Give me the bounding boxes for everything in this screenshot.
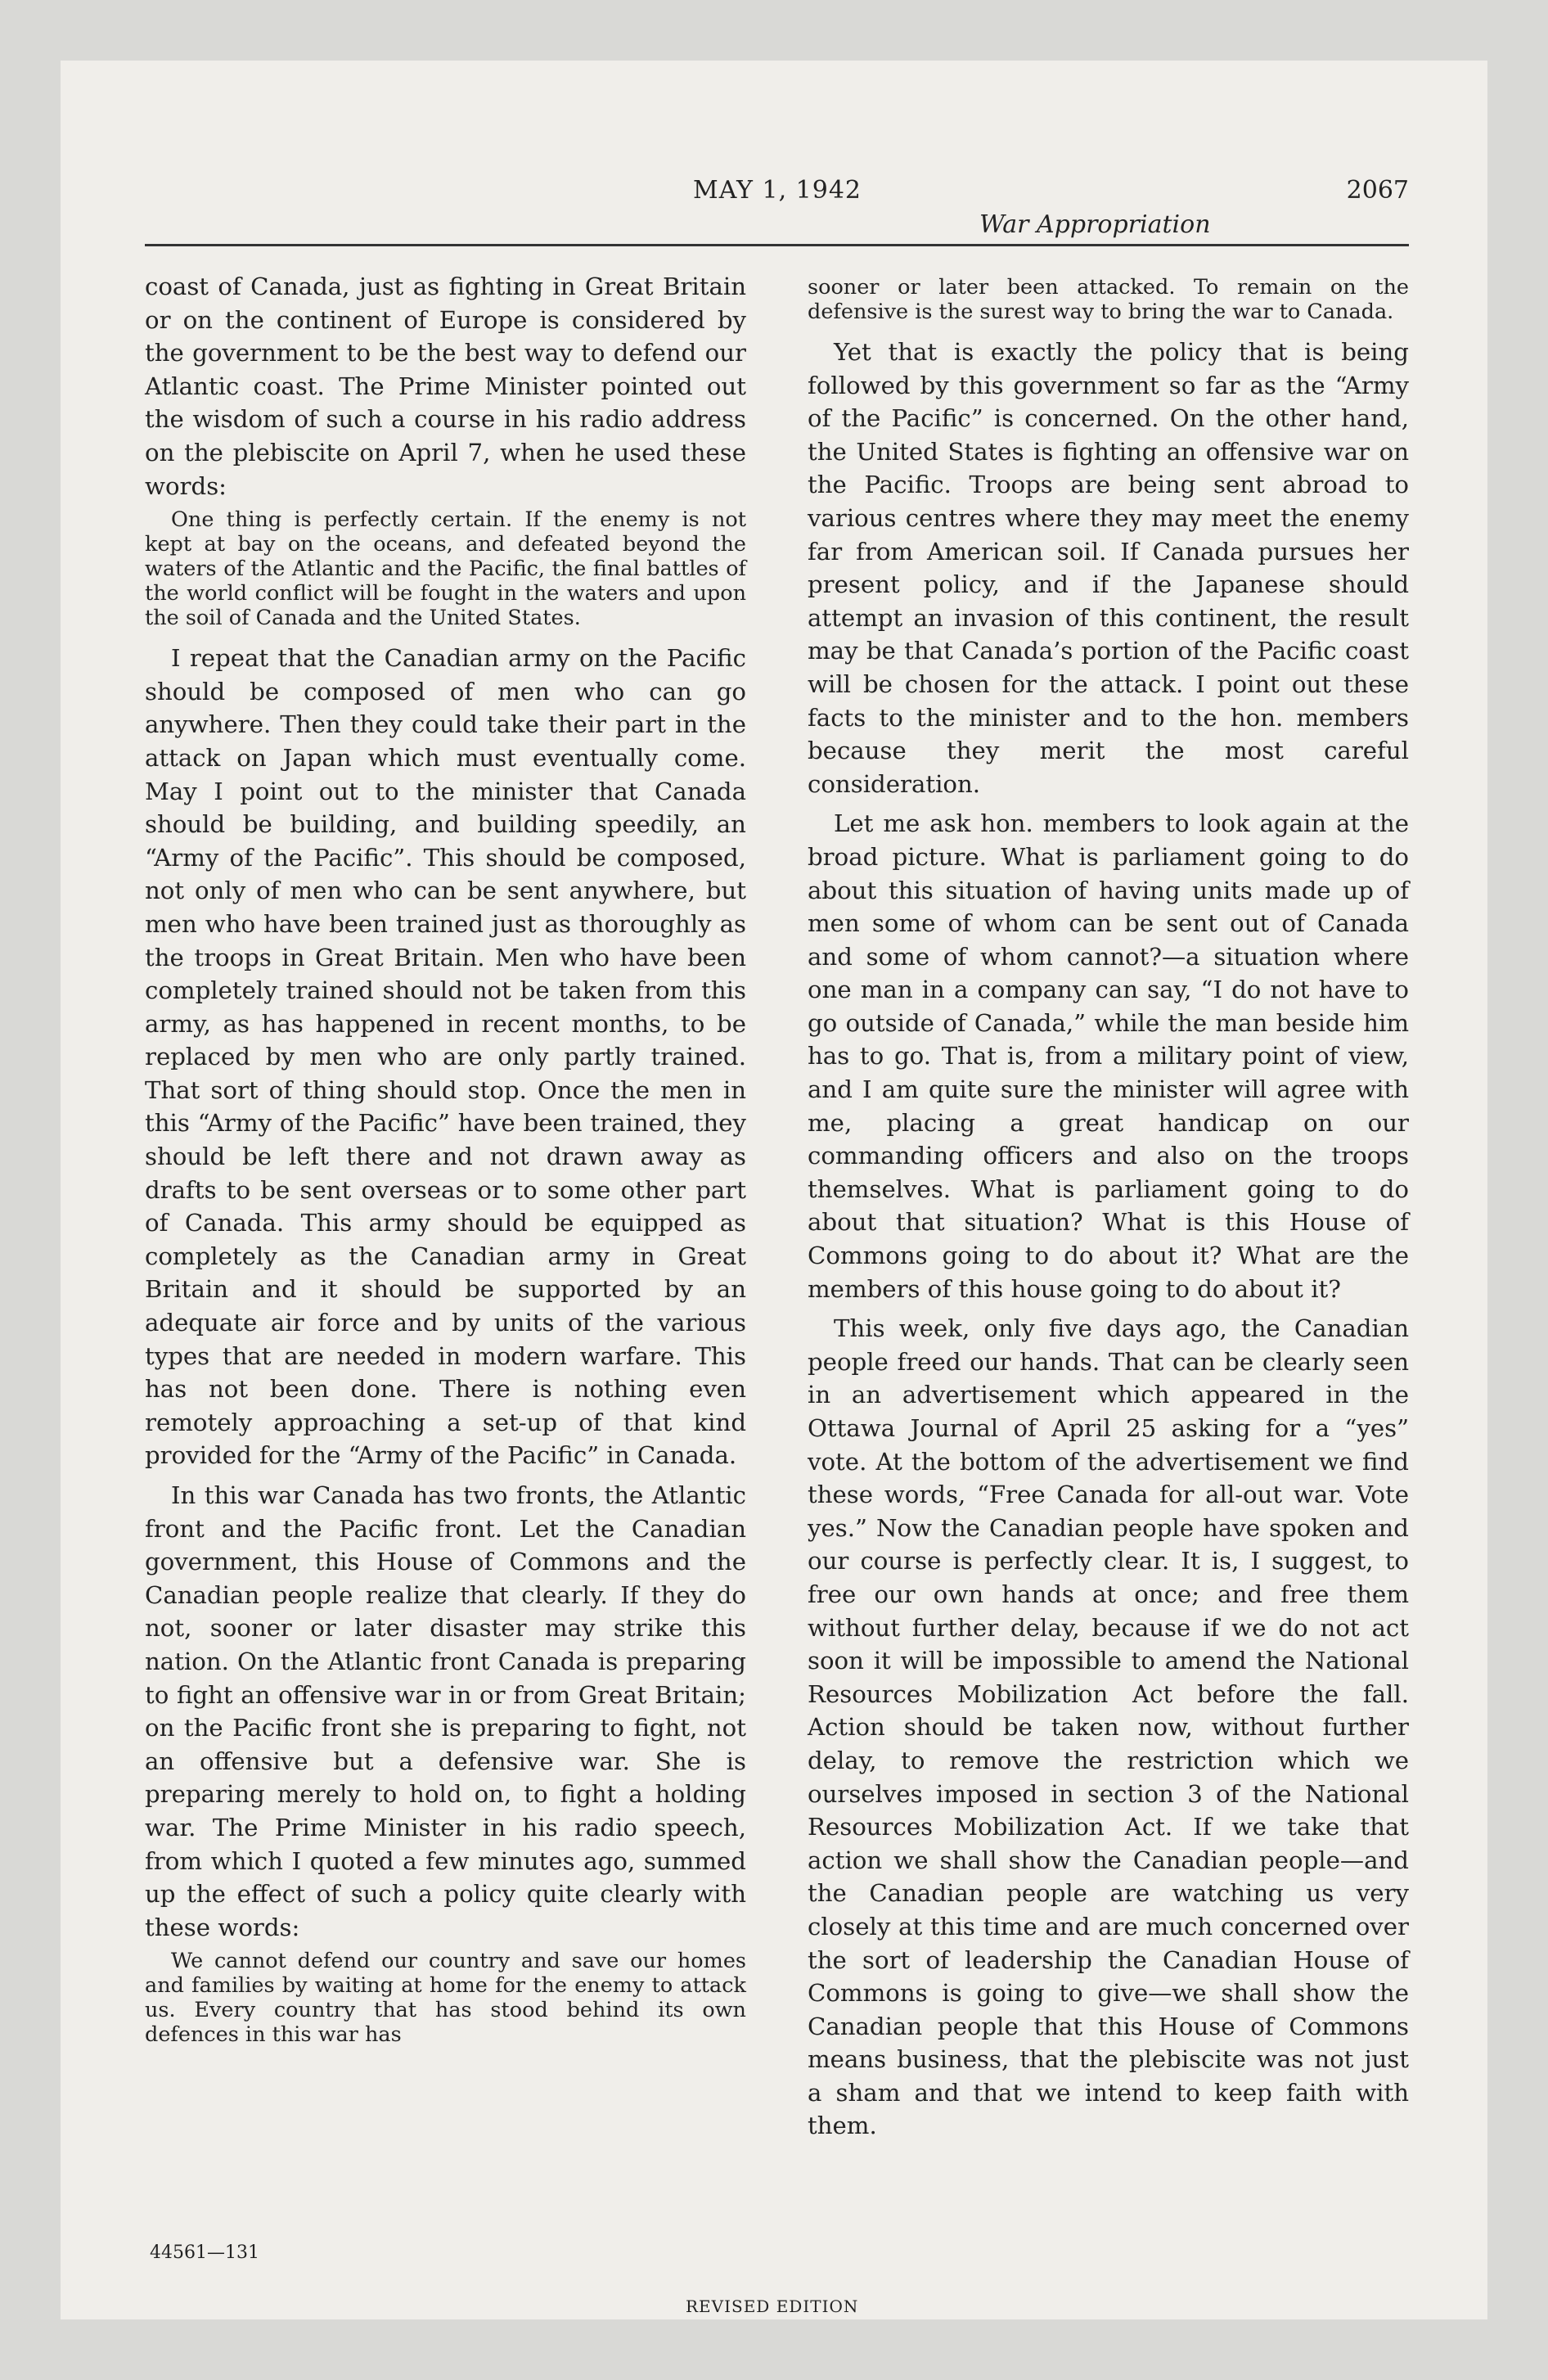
edition-label: REVISED EDITION bbox=[686, 2297, 859, 2316]
paragraph: Let me ask hon. members to look again at the broad picture. What is parliament going to do about this situation of having units made up of men some of whom can be sent out of Canada and some of whom cannot?—a situation where one man in a company can say, “I do not have to go outside of Canada,” while the man beside him has to go. That is, from a military point of view, and I am quite sure the minister will agree with me, placing a great handicap on our commanding officers and also on the troops themselves. What is parliament going to do about that situation? What is this House of Commons going to do about it? What are the members of this house going to do about it? bbox=[808, 809, 1409, 1303]
right-column bbox=[808, 270, 1409, 2143]
quoted-passage: sooner or later been attacked. To remain on the defensive is the surest way to bring the war to Canada. bbox=[808, 275, 1409, 324]
section-title: War Appropriation bbox=[979, 210, 1211, 239]
quoted-passage: We cannot defend our country and save our homes and families by waiting at home for the enemy to attack us. Every country that has stood behind its own defences in this war has bbox=[145, 1949, 746, 2048]
paragraph: I repeat that the Canadian army on the Pacific should be composed of men who can go anywhere. Then they could take their part in the attack on Japan which must eventually come. May I point out to the minister that Canada should be building, and building speedily, an “Army of the Pacific”. This should be composed, not only of men who can be sent anywhere, but men who have been trained just as thoroughly as the troops in Great Britain. Men who have been completely trained should not be taken from this army, as has happened in recent months, to be replaced by men who are only partly trained. That sort of thing should stop. Once the men in this “Army of the Pacific” have been trained, they should be left there and not drawn away as drafts to be sent overseas or to some other part of Canada. This army should be equipped as completely as the Canadian army in Great Britain and it should be supported by an adequate air force and by units of the various types that are needed in modern warfare. This has not been done. There is nothing even remotely approaching a set-up of that kind provided for the “Army of the Pacific” in Canada. bbox=[145, 644, 746, 1470]
paragraph: In this war Canada has two fronts, the Atlantic front and the Pacific front. Let the Canadian government, this House of Commons and the Canadian people realize that clearly. If they do not, sooner or later disaster may strike this nation. On the Atlantic front Canada is preparing to fight an offensive war in or from Great Britain; on the Pacific front she is preparing to fight, not an offensive but a defensive war. She is preparing merely to hold on, to fight a holding war. The Prime Minister in his radio speech, from which I quoted a few minutes ago, summed up the effect of such a policy quite clearly with these words: bbox=[145, 1481, 746, 1941]
header-rule bbox=[145, 244, 1409, 246]
print-code: 44561—131 bbox=[150, 2243, 259, 2263]
paragraph: This week, only five days ago, the Canadian people freed our hands. That can be clearly seen in an advertisement which appeared in the Ottawa Journal of April 25 asking for a “yes” vote. At the bottom of the advertisement we find these words, “Free Canada for all-out war. Vote yes.” Now the Canadian people have spoken and our course is perfectly clear. It is, I suggest, to free our own hands at once; and free them without further delay, because if we do not act soon it will be impossible to amend the National Resources Mobilization Act before the fall. Action should be taken now, without further delay, to remove the restriction which we ourselves imposed in section 3 of the National Resources Mobilization Act. If we take that action we shall show the Canadian people—and the Canadian people are watching us very closely at this time and are much concerned over the sort of leadership the Canadian House of Commons is going to give—we shall show the Canadian people that this House of Commons means business, that the plebiscite was not just a sham and that we intend to keep faith with them. bbox=[808, 1314, 1409, 2140]
header-date: MAY 1, 1942 bbox=[693, 176, 862, 205]
left-column bbox=[145, 270, 746, 2058]
paragraph: Yet that is exactly the policy that is being followed by this government so far as the “Army of the Pacific” is concerned. On the other hand, the United States is fighting an offensive war on the Pacific. Troops are being sent abroad to various centres where they may meet the enemy far from American soil. If Canada pursues her present policy, and if the Japanese should attempt an invasion of this continent, the result may be that Canada’s portion of the Pacific coast will be chosen for the attack. I point out these facts to the minister and to the hon. members because they merit the most careful consideration. bbox=[808, 338, 1409, 798]
quoted-passage: One thing is perfectly certain. If the enemy is not kept at bay on the oceans, and defeated beyond the waters of the Atlantic and the Pacific, the final battles of the world conflict will be fought in the waters and upon the soil of Canada and the United States. bbox=[145, 507, 746, 631]
page-number: 2067 bbox=[1346, 176, 1409, 205]
paragraph: coast of Canada, just as fighting in Great Britain or on the continent of Europe is considered by the government to be the best way to defend our Atlantic coast. The Prime Minister pointed out the wisdom of such a course in his radio address on the plebiscite on April 7, when he used these words: bbox=[145, 273, 746, 500]
running-head bbox=[145, 176, 1409, 241]
